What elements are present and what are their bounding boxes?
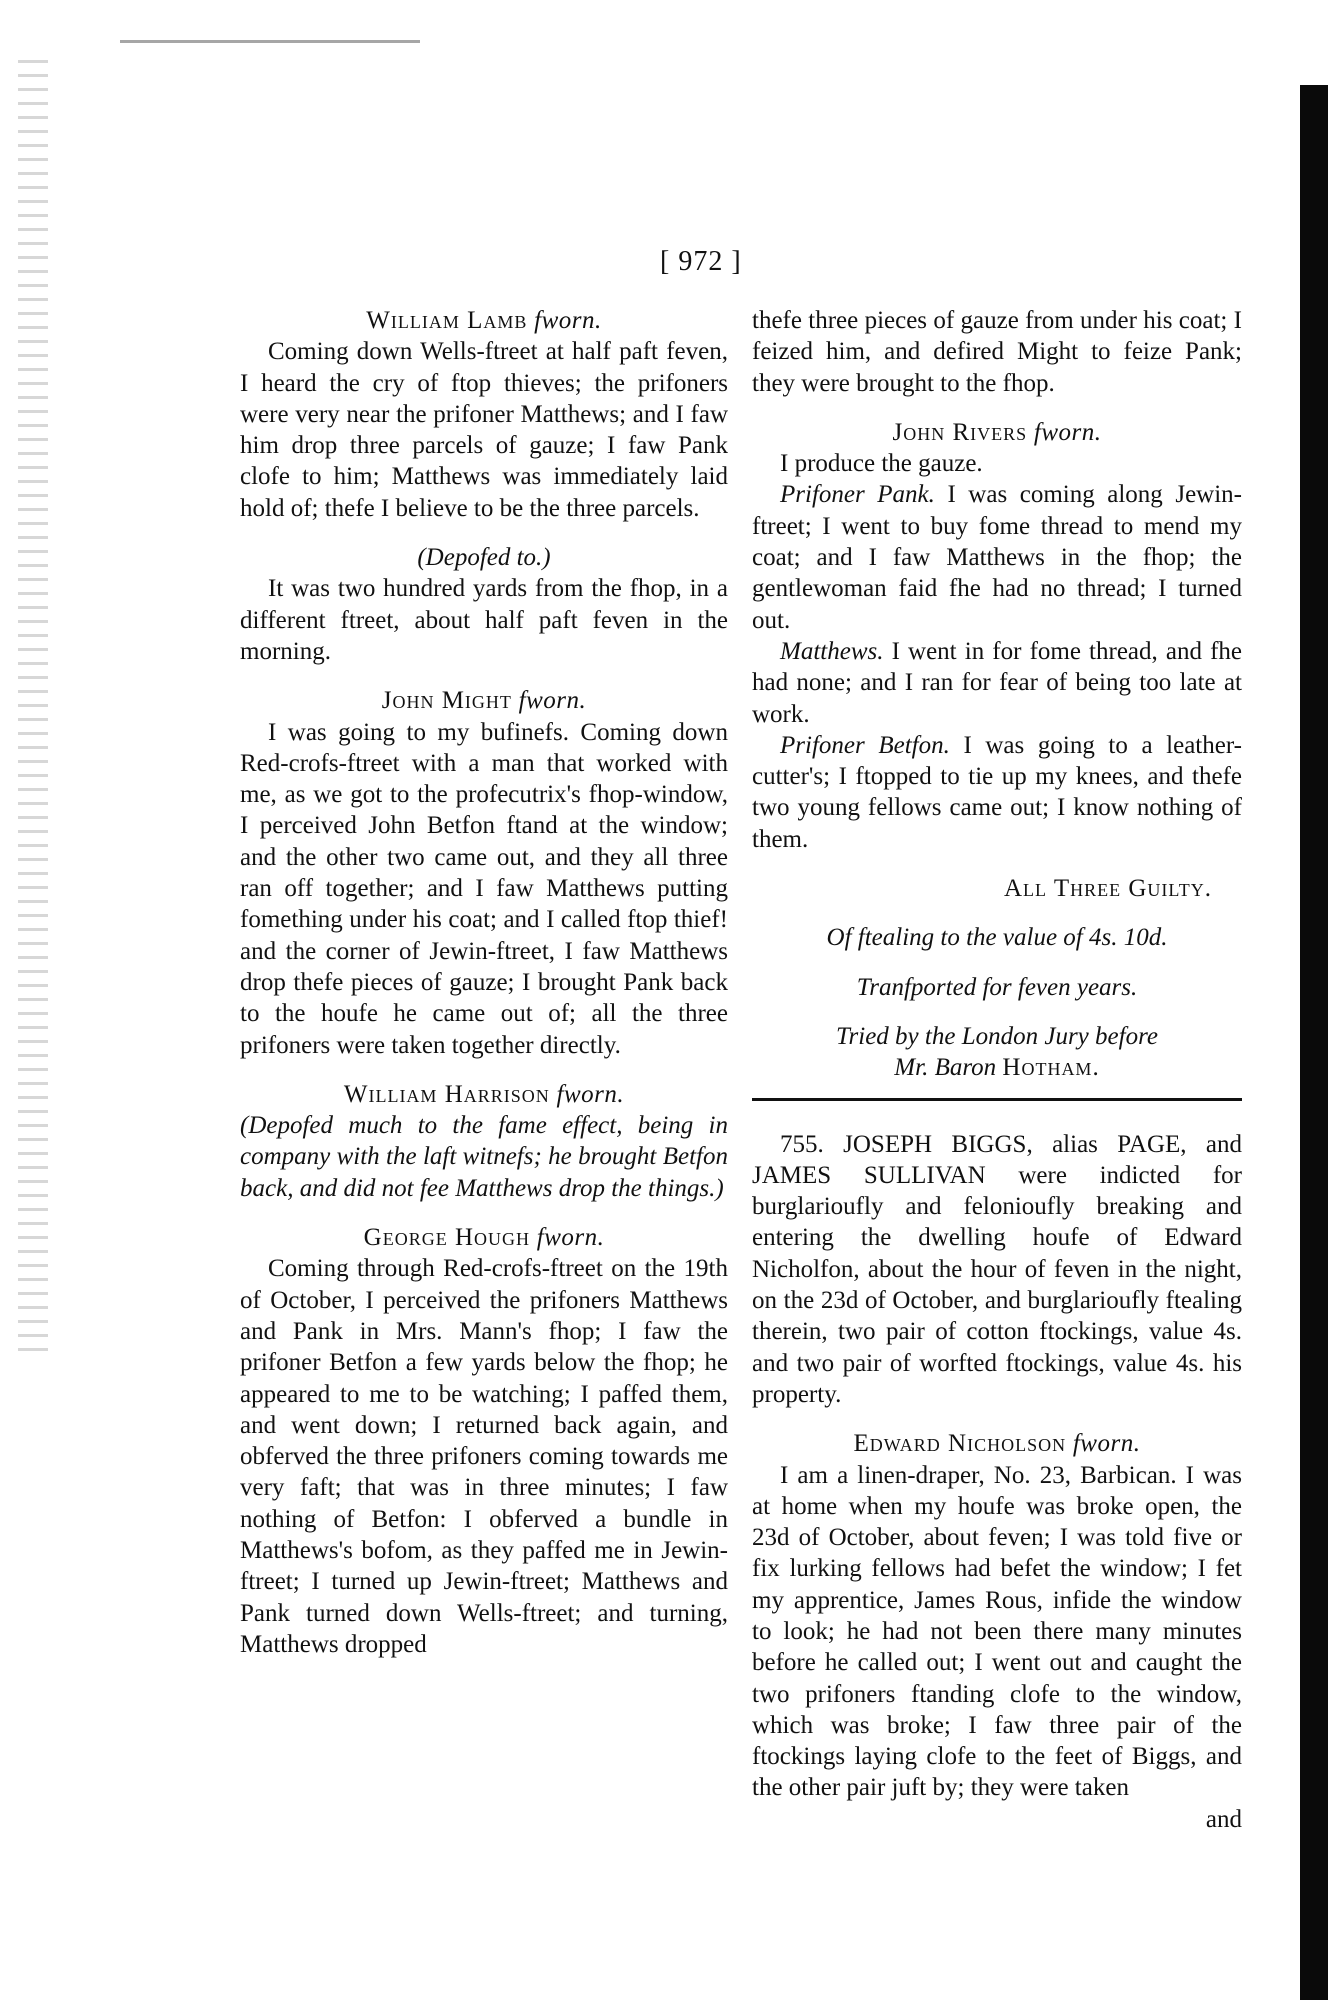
statement-text: I went in for fome thread, and fhe had none; and I ran for fear of being too late at work. [752, 637, 1243, 728]
witness-name: John Rivers [892, 418, 1028, 446]
prisoner-statement [752, 479, 1242, 635]
scan-binding-edge [1300, 85, 1328, 2000]
testimony-paragraph: 755. JOSEPH BIGGS, alias PAGE, and JAMES SULLIVAN were indicted for burglarioufly and felonioufly breaking and entering the dwelling houfe of Edward Nicholfon, about the hour of feven in the night, on the 23d of October, and burglarioufly ftealing therein, two pair of cotton ftockings, value 4s. and two pair of worfted ftockings, value 4s. his property. [752, 1130, 1242, 1408]
scan-edge-artifact [18, 60, 48, 1360]
italic-note: Of ftealing to the value of 4s. 10d. [826, 924, 1168, 952]
witness-name: John Might [381, 687, 512, 715]
statement-text: I was coming along Jewin-ftreet; I went to buy fome thread to mend my coat; and I faw Matthews in the fhop; the gentlewoman faid fhe had no thread; I turned out. [752, 481, 1242, 634]
witness-heading [240, 1222, 728, 1253]
testimony-paragraph: I produce the gauze. [780, 450, 983, 478]
testimony-paragraph: thefe three pieces of gauze from under his coat; I feized him, and defired Might to feize Pank; they were brought to the fhop. [752, 307, 1242, 397]
speaker-name: Matthews. [780, 637, 884, 665]
catchword: and [1205, 1805, 1242, 1833]
sworn-label: fworn. [1033, 418, 1102, 446]
speaker-name: Prifoner Pank. [780, 481, 935, 509]
right-column [752, 305, 1242, 1835]
deposition-note: (Depofed much to the fame effect, being in company with the laft witnefs; he brought Betfon back, and did not fee Matthews drop the things.) [240, 1112, 728, 1202]
spacer [240, 1061, 728, 1079]
prisoner-statement [752, 636, 1242, 730]
spacer [752, 954, 1242, 972]
italic-note: (Depofed to.) [417, 544, 551, 572]
prisoner-statement [752, 730, 1242, 855]
scan-smudge [120, 40, 420, 43]
section-divider [752, 1098, 1242, 1101]
left-column [240, 305, 728, 1660]
verdict: All Three Guilty. [1004, 875, 1212, 903]
judge-line [752, 1052, 1242, 1083]
italic-note: Tried by the London Jury before [836, 1022, 1158, 1050]
spacer [752, 855, 1242, 873]
spacer [752, 1003, 1242, 1021]
testimony-paragraph: Coming down Wells-ftreet at half paft feven, I heard the cry of ftop thieves; the prifoners were very near the prifoner Matthews; and I faw him drop three parcels of gauze; I faw Pank clofe to him; Matthews was immediately laid hold of; thefe I believe to be the three parcels. [240, 338, 728, 522]
witness-heading [240, 305, 728, 336]
sworn-label: fworn. [556, 1080, 625, 1108]
witness-heading [752, 417, 1242, 448]
speaker-name: Prifoner Betfon. [780, 731, 950, 759]
statement-text: I was going to a leather-cutter's; I ftopped to tie up my knees, and thefe two young fellows came out; I know nothing of them. [752, 731, 1243, 853]
sworn-label: fworn. [534, 307, 602, 334]
testimony-paragraph: It was two hundred yards from the fhop, in a different ftreet, about half paft feven in the morning. [240, 575, 728, 665]
sworn-label: fworn. [536, 1224, 605, 1252]
sworn-label: fworn. [518, 687, 587, 715]
witness-heading [240, 1079, 728, 1110]
spacer [752, 904, 1242, 922]
spacer [240, 524, 728, 542]
spacer [752, 1410, 1242, 1428]
sworn-label: fworn. [1072, 1430, 1141, 1458]
spacer [752, 399, 1242, 417]
page-number: [ 972 ] [660, 246, 742, 277]
spacer [240, 1204, 728, 1222]
judge-title: Mr. Baron [894, 1054, 997, 1082]
witness-name: William Lamb [366, 307, 528, 334]
witness-name: William Harrison [343, 1080, 550, 1108]
witness-heading [752, 1428, 1242, 1459]
spacer [240, 667, 728, 685]
italic-note: Tranfported for feven years. [856, 973, 1138, 1001]
testimony-paragraph: I was going to my bufinefs. Coming down Red-crofs-ftreet with a man that worked with me, as we got to the profecutrix's fhop-window, I perceived John Betfon ftand at the window; and the other two came out, and they all three ran off together; and I faw Matthews putting fomething under his coat; and I called ftop thief! and the corner of Jewin-ftreet, I faw Matthews drop thefe pieces of gauze; I brought Pank back to the houfe he came out of; all the three prifoners were taken together directly. [240, 718, 728, 1059]
testimony-paragraph: Coming through Red-crofs-ftreet on the 19th of October, I perceived the prifoners Matthews and Pank in Mrs. Mann's fhop; I faw the prifoner Betfon a few yards below the fhop; he appeared to me to be watching; I paffed them, and went down; I returned back again, and obferved the three prifoners coming towards me very faft; that was in three minutes; I faw nothing of Betfon: I obferved a bundle in Matthews's bofom, as they paffed me in Jewin-ftreet; I turned up Jewin-ftreet; Matthews and Pank turned down Wells-ftreet; and turning, Matthews dropped [240, 1255, 728, 1658]
witness-heading [240, 685, 728, 716]
testimony-paragraph: I am a linen-draper, No. 23, Barbican. I was at home when my houfe was broke open, the 23d of October, about feven; I was told five or fix lurking fellows had befet the window; I fet my apprentice, James Rous, infide the window to look; he had not been there many minutes before he called out; I went out and caught the two prifoners ftanding clofe to the window, which was broke; I faw three pair of the ftockings laying clofe to the feet of Biggs, and the other pair juft by; they were taken [752, 1461, 1242, 1802]
witness-name: George Hough [363, 1224, 530, 1252]
judge-name: Hotham. [1002, 1054, 1100, 1082]
witness-name: Edward Nicholson [853, 1430, 1067, 1458]
